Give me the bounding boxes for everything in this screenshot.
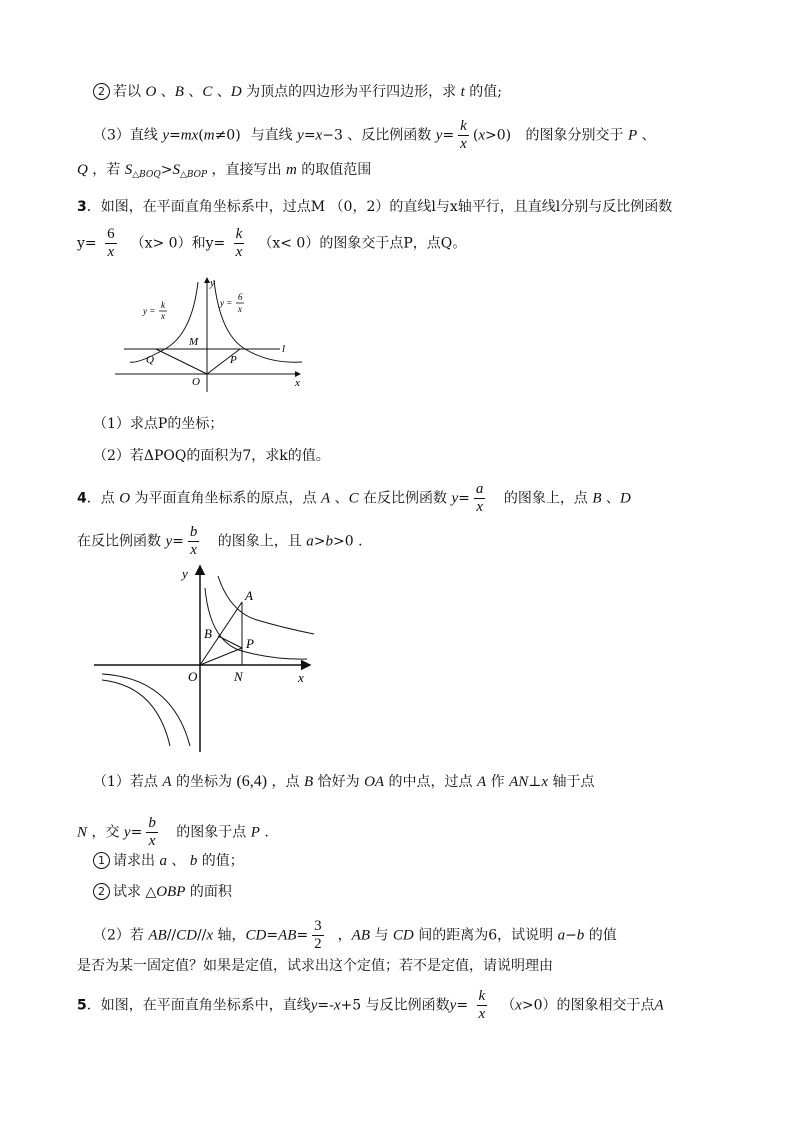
q3-text-line2: y= $\frac{6}{x}$ （x> 0）和y= $\frac{k}{x}$ （x< 0）的图象交于点P，点Q。 [77, 226, 467, 260]
q3-sub2: （2）若ΔPOQ的面积为7，求k的值。 [93, 448, 330, 464]
q5-text-line1: 5．如图，在平面直角坐标系中，直线y=-x+5 与反比例函数y= $\frac{k}{x}$ （x>0）的图象相交于点A [77, 988, 664, 1022]
fig1-y-label: y [210, 277, 215, 289]
fig1-eq-left-num: k [161, 300, 165, 310]
q3-sub1: （1）求点P的坐标； [93, 416, 224, 432]
q4-sub2-line2: 是否为某一固定值？如果是定值，试求出这个定值；若不是定值，请说明理由 [77, 958, 553, 974]
fig1-p-label: P [230, 354, 237, 366]
fig1-o-label: O [192, 376, 200, 388]
fig2-y-label: y [182, 566, 188, 581]
fig2-a-label: A [245, 588, 253, 603]
fig1-q-label: Q [146, 354, 154, 366]
q4-text-line2: 在反比例函数 y= $\frac{b}{x}$ 的图象上，且 a>b>0 . [77, 524, 363, 558]
fig2-n-label: N [234, 669, 243, 684]
q2-part3-line: （3）直线 y=mx(m≠0) 与直线 y=x−3 、反比例函数 y= $\frac{k}{x}$ (x>0) 的图象分别交于 P 、 [93, 118, 656, 152]
q4-sub1-d: 2 试求 △OBP 的面积 [93, 882, 232, 902]
q4-sub2-line1: （2）若 AB//CD//x 轴，CD=AB= $\frac{3}{2}$ ，AB 与 CD 间的距离为6，试说明 a−b 的值 [93, 918, 617, 952]
fig1-l-label: l [282, 343, 286, 355]
q4-sub1-line1: （1）若点 A 的坐标为 (6,4) ，点 B 恰好为 OA 的中点，过点 A 作 AN⊥x 轴于点 [93, 773, 595, 790]
q4-text-line1: 4．点 O 为平面直角坐标系的原点，点 A 、C 在反比例函数 y= $\frac{a}{x}$ 的图象上，点 B 、D [77, 481, 631, 515]
fig1-eq-right-den: x [238, 304, 242, 314]
fig1-eq-right-pre: y = [220, 298, 233, 308]
fig1-m-label: M [189, 336, 199, 348]
q2-part3-line2: Q ，若 $S_{\triangle BOQ}>S_{\triangle BOP}$ ，直接写出 m 的取值范围 [77, 162, 372, 180]
q4-sub1-c: 1 请求出 a 、 b 的值； [93, 851, 244, 871]
fig2-b-label: B [204, 626, 212, 641]
fig1-eq-left-den: x [161, 311, 165, 321]
q2-part2-line: 2 若以 O 、B 、C 、D 为顶点的四边形为平行四边形，求 t 的值; [93, 82, 502, 102]
q3-figure [110, 272, 310, 394]
q4-sub1-line2: N ，交 y= $\frac{b}{x}$ 的图象于点 P . [77, 815, 269, 849]
fig2-p-label: P [246, 636, 254, 651]
fig2-o-label: O [188, 669, 198, 684]
fig1-eq-right-num: 6 [238, 292, 243, 302]
fig1-eq-left-pre: y = [143, 306, 156, 316]
fig2-x-label: x [298, 670, 304, 685]
q4-figure [92, 562, 322, 754]
q3-text-line1: 3．如图，在平面直角坐标系中，过点M （0，2）的直线l与x轴平行，且直线l分别与反比例函数 [77, 199, 673, 215]
fig1-x-label: x [295, 377, 300, 389]
